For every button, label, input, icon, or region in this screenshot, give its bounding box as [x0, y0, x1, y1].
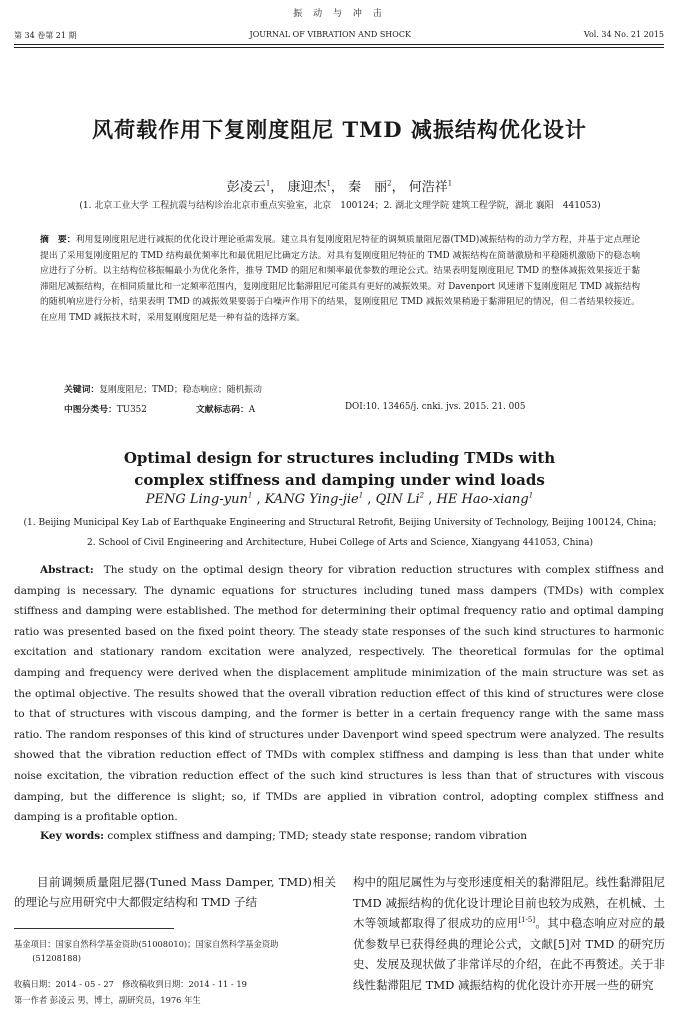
footnote-fund: 基金项目：国家自然科学基金资助(51008010)；国家自然科学基金资助 (51208188) [14, 939, 279, 963]
affiliation-cn: (1. 北京工业大学 工程抗震与结构诊治北京市重点实验室，北京 100124；2. 湖北文理学院 建筑工程学院，湖北 襄阳 441053) [79, 201, 601, 211]
document-code-cn: 文献标志码：A [196, 405, 256, 415]
keywords-cn: 关键词：复刚度阻尼；TMD；稳态响应；随机振动 [64, 385, 262, 395]
citation: [1-5] [518, 916, 536, 925]
authors-cn [0, 176, 679, 195]
body-intro-left: 目前调频质量阻尼器(Tuned Mass Damper, TMD)相关的理论与应用研究中大都假定结构和 TMD 子结 [14, 875, 336, 909]
abstract-text-cn: 利用复刚度阻尼进行减振的优化设计理论亟需发展。建立具有复刚度阻尼特征的调频质量阻尼器(TMD)减振结构的动力学方程，并基于定点理论提出了采用复刚度阻尼的 TMD 结构最优频率比和最优阻尼比确定方法。对具有复刚度阻尼特征的 TMD 减振结构在简谐激励和平稳随机激励下的稳态响应进行了分析。以主结构位移振幅最小为优化条件，推导 TMD 的阻尼和频率最优参数的理论公式。结果表明复刚度阻尼 TMD 的整体减振效果接近于黏滞阻尼减振结构，在相同质量比和一定频率范围内，复刚度阻尼比黏滞阻尼可能具有更好的减振效果。对 Davenport 风速谱下复刚度阻尼 TMD 减振结构的随机响应进行分析，结果表明 TMD 的减振效果要弱于白噪声作用下的结果，复刚度阻尼 TMD 减振效果稍逊于黏滞阻尼的情况，但二者结果较接近。在应用 TMD 减振技术时，采用复刚度阻尼是一种有益的选择方案。 [40, 235, 640, 323]
journal-name-cn: 振 动 与 冲 击 [293, 9, 386, 19]
abstract-cn [40, 233, 640, 327]
affiliation-en: (1. Beijing Municipal Key Lab of Earthquake Engineering and Structural Retrofit, Beijing University of Technology, Beijing 100124, China; 2. School of Civil Engineering and Architecture, Hubei College of Arts and Science, Xiangyang 441053, China) [23, 518, 657, 548]
footnote-rule [14, 928, 174, 929]
author-cn: 何浩祥$^1$ [408, 179, 453, 195]
author-en: QIN Li$^2$ , [375, 491, 437, 507]
author-en: KANG Ying-jie$^1$ , [264, 491, 376, 507]
abstract-text-en: The study on the optimal design theory for vibration reduction structures with complex stiffness and damping is necessary. The dynamic equations for structures including tuned mass dampers (TMDs) with complex stiffness and damping were established. The method for determining their optimal frequency ratio and optimal damping ratio was presented based on the fixed point theory. The steady state responses of the such kind structures to harmonic excitation and stationary random excitation were analyzed, respectively. The theoretical formulas for the optimal damping and frequency were derived when the displacement amplitude minimization of the main structure was set as the optimal objective. The results showed that the overall vibration reduction effect of this kind of structures were close to that of structures with viscous damping, and the former is better in a certain frequency range with the same mass ratio. The random responses of this kind of structures under Davenport wind speed spectrum were analyzed. The results showed that the vibration reduction effect of TMDs with complex stiffness and damping is less than that under white noise excitation, the vibration reduction effect of the such kind structures is less than that of structures with viscous damping, but the difference is slight; so, if TMDs are applied in vibration control, adopting complex stiffness and damping is a profitable option. [14, 564, 664, 824]
author-cn: 秦 丽$^2$， [348, 179, 405, 195]
body-intro-right: 构中的阻尼属性为与变形速度相关的黏滞阻尼。线性黏滞阻尼 TMD 减振结构的优化设计理论目前也较为成熟，在机械、土木等领域都取得了很成功的应用[1-5]。其中稳态响应对应的最优参数早已获得经典的理论公式，文献[5]对 TMD 的研究历史、发展及现状做了非常详尽的介绍，在此不再赘述。关于非线性黏滞阻尼 TMD 减振结构的优化设计亦开展一些的研究 [353, 875, 666, 992]
doi: DOI:10. 13465/j. cnki. jvs. 2015. 21. 005 [345, 402, 526, 412]
keywords-en: Key words: complex stiffness and damping; TMD; steady state response; random vibration [40, 830, 528, 842]
abstract-label-en: Abstract: [40, 564, 94, 576]
volume-cn: 第 34 卷第 21 期 [14, 31, 77, 40]
abstract-label-cn: 摘 要： [40, 235, 76, 245]
author-en: HE Hao-xiang$^1$ [436, 491, 534, 507]
header-rule-top [14, 44, 664, 45]
footnote-received: 收稿日期：2014 - 05 - 27 修改稿收到日期：2014 - 11 - 19 [14, 979, 247, 989]
footnote-first-author: 第一作者 彭凌云 男，博士，副研究员，1976 年生 [14, 995, 201, 1005]
author-cn: 彭凌云$^1$， [226, 179, 284, 195]
author-en: PENG Ling-yun$^1$ , [145, 491, 265, 507]
journal-name-en: JOURNAL OF VIBRATION AND SHOCK [249, 30, 411, 39]
paper-title-en: Optimal design for structures including TMDs with complex stiffness and damping under wind loads [123, 449, 556, 489]
volume-en: Vol. 34 No. 21 2015 [583, 30, 664, 39]
abstract-en [14, 560, 664, 828]
header-rule-bottom [14, 47, 664, 48]
author-cn: 康迎杰$^1$， [287, 179, 344, 195]
classification-cn: 中图分类号：TU352 [64, 405, 147, 415]
paper-title-cn: 风荷载作用下复刚度阻尼 TMD 减振结构优化设计 [92, 117, 587, 142]
running-header [14, 30, 664, 41]
authors-en [0, 492, 679, 507]
